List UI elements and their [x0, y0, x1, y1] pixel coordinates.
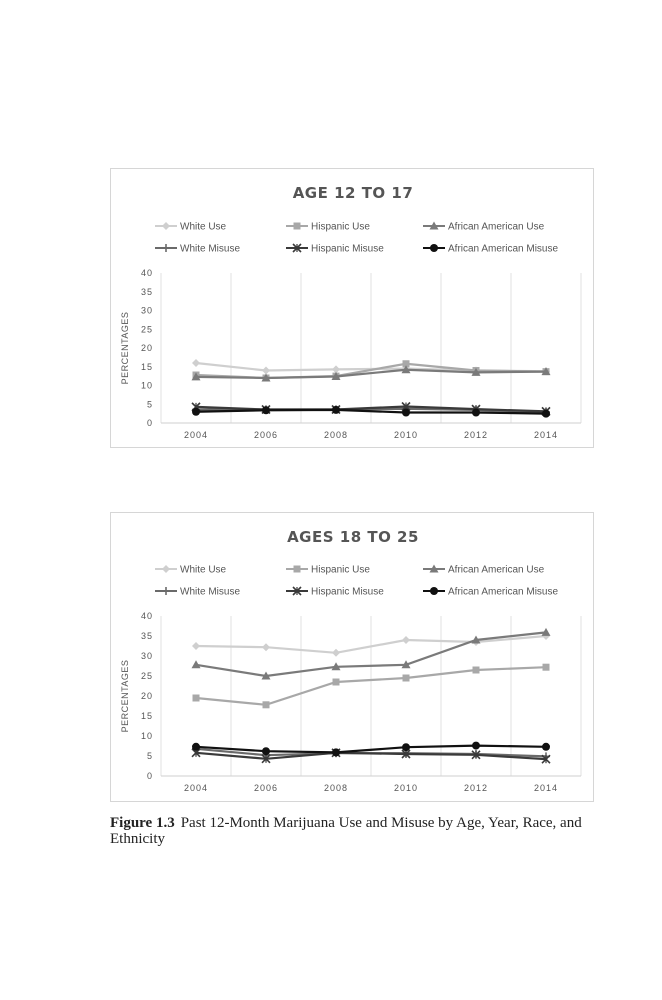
- legend-marker: [162, 565, 170, 573]
- x-tick-label: 2008: [323, 783, 349, 793]
- x-tick-label: 2012: [463, 783, 489, 793]
- legend-marker: [162, 587, 170, 595]
- legend-marker: [430, 587, 438, 595]
- y-axis-label: PERCENTAGES: [120, 659, 130, 733]
- chart-svg: [111, 513, 595, 803]
- legend-label: Hispanic Use: [311, 564, 370, 576]
- y-tick-label: 40: [140, 268, 153, 278]
- data-point: [262, 367, 270, 375]
- legend-item-african-american-misuse: [423, 587, 558, 598]
- y-tick-label: 30: [140, 305, 153, 316]
- data-point: [403, 675, 410, 682]
- legend-item-hispanic-misuse: [286, 587, 384, 598]
- data-point: [192, 359, 200, 367]
- legend-marker: [162, 222, 170, 230]
- x-tick-label: 2014: [533, 430, 559, 440]
- x-tick-label: 2006: [253, 783, 279, 793]
- data-point: [542, 410, 550, 418]
- legend-item-african-american-use: [423, 565, 545, 576]
- legend-marker: [294, 566, 301, 573]
- figure-caption: [110, 815, 610, 847]
- legend-label: Hispanic Use: [311, 221, 370, 233]
- data-point: [472, 742, 480, 750]
- data-point: [402, 636, 410, 644]
- x-tick-label: 2010: [393, 783, 419, 793]
- legend-item-african-american-use: [423, 222, 545, 233]
- data-point: [192, 642, 200, 650]
- data-point: [332, 406, 340, 414]
- data-point: [543, 664, 550, 671]
- x-tick-label: 2012: [463, 430, 489, 440]
- y-tick-label: 20: [140, 343, 153, 353]
- x-tick-label: 2004: [183, 430, 209, 440]
- chart-ages-18-to-25: [110, 512, 594, 802]
- y-axis-label: PERCENTAGES: [120, 311, 130, 385]
- legend-item-white-use: [155, 565, 227, 576]
- y-tick-label: 40: [140, 611, 153, 621]
- legend-item-white-misuse: [155, 587, 240, 598]
- legend-item-hispanic-use: [286, 565, 370, 576]
- y-tick-label: 0: [146, 418, 153, 428]
- x-tick-label: 2014: [533, 783, 559, 793]
- data-point: [262, 747, 270, 755]
- data-point: [263, 701, 270, 708]
- y-tick-label: 25: [140, 671, 153, 681]
- legend-marker: [430, 244, 438, 252]
- y-tick-label: 35: [140, 286, 153, 297]
- legend-label: White Use: [180, 564, 227, 576]
- data-point: [402, 743, 410, 751]
- y-tick-label: 0: [146, 771, 153, 781]
- y-tick-label: 15: [140, 711, 153, 721]
- legend-label: White Misuse: [180, 586, 241, 598]
- data-point: [192, 408, 200, 416]
- data-point: [262, 643, 270, 651]
- legend-label: Hispanic Misuse: [311, 243, 384, 255]
- x-tick-label: 2008: [323, 430, 349, 440]
- y-tick-label: 10: [140, 380, 153, 391]
- data-point: [473, 667, 480, 674]
- legend-label: African American Use: [448, 564, 545, 576]
- data-point: [193, 695, 200, 702]
- legend-item-white-misuse: [155, 244, 240, 255]
- legend-label: Hispanic Misuse: [311, 586, 384, 598]
- y-tick-label: 15: [140, 361, 153, 372]
- data-point: [542, 743, 550, 751]
- legend-label: White Use: [180, 221, 227, 233]
- legend-label: African American Misuse: [448, 586, 559, 598]
- data-point: [262, 406, 270, 414]
- y-tick-label: 25: [140, 324, 153, 335]
- data-point: [472, 409, 480, 417]
- legend-label: African American Use: [448, 221, 545, 233]
- chart-svg: [111, 169, 595, 449]
- data-point: [192, 743, 200, 751]
- data-point: [332, 649, 340, 657]
- y-tick-label: 20: [140, 691, 153, 701]
- data-point: [332, 748, 340, 756]
- figure-caption-text: Past 12-Month Marijuana Use and Misuse by Age, Year, Race, and Ethnicity: [110, 815, 582, 847]
- x-tick-label: 2004: [183, 783, 209, 793]
- legend-item-white-use: [155, 222, 227, 233]
- chart-title: AGES 18 TO 25: [287, 528, 419, 546]
- x-tick-label: 2006: [253, 430, 279, 440]
- y-tick-label: 5: [146, 399, 153, 410]
- legend-label: African American Misuse: [448, 243, 559, 255]
- y-tick-label: 30: [140, 651, 153, 661]
- legend-item-hispanic-misuse: [286, 244, 384, 255]
- legend-marker: [162, 244, 170, 252]
- legend-marker: [294, 223, 301, 230]
- chart-age-12-to-17: [110, 168, 594, 448]
- y-tick-label: 35: [140, 631, 153, 641]
- y-tick-label: 10: [140, 731, 153, 741]
- legend-item-hispanic-use: [286, 222, 370, 233]
- x-tick-label: 2010: [393, 430, 419, 440]
- data-point: [402, 409, 410, 417]
- legend-label: White Misuse: [180, 243, 241, 255]
- legend-item-african-american-misuse: [423, 244, 558, 255]
- figure-label: Figure 1.3: [110, 815, 175, 831]
- data-point: [333, 679, 340, 686]
- chart-title: AGE 12 TO 17: [292, 184, 414, 202]
- y-tick-label: 5: [146, 751, 153, 761]
